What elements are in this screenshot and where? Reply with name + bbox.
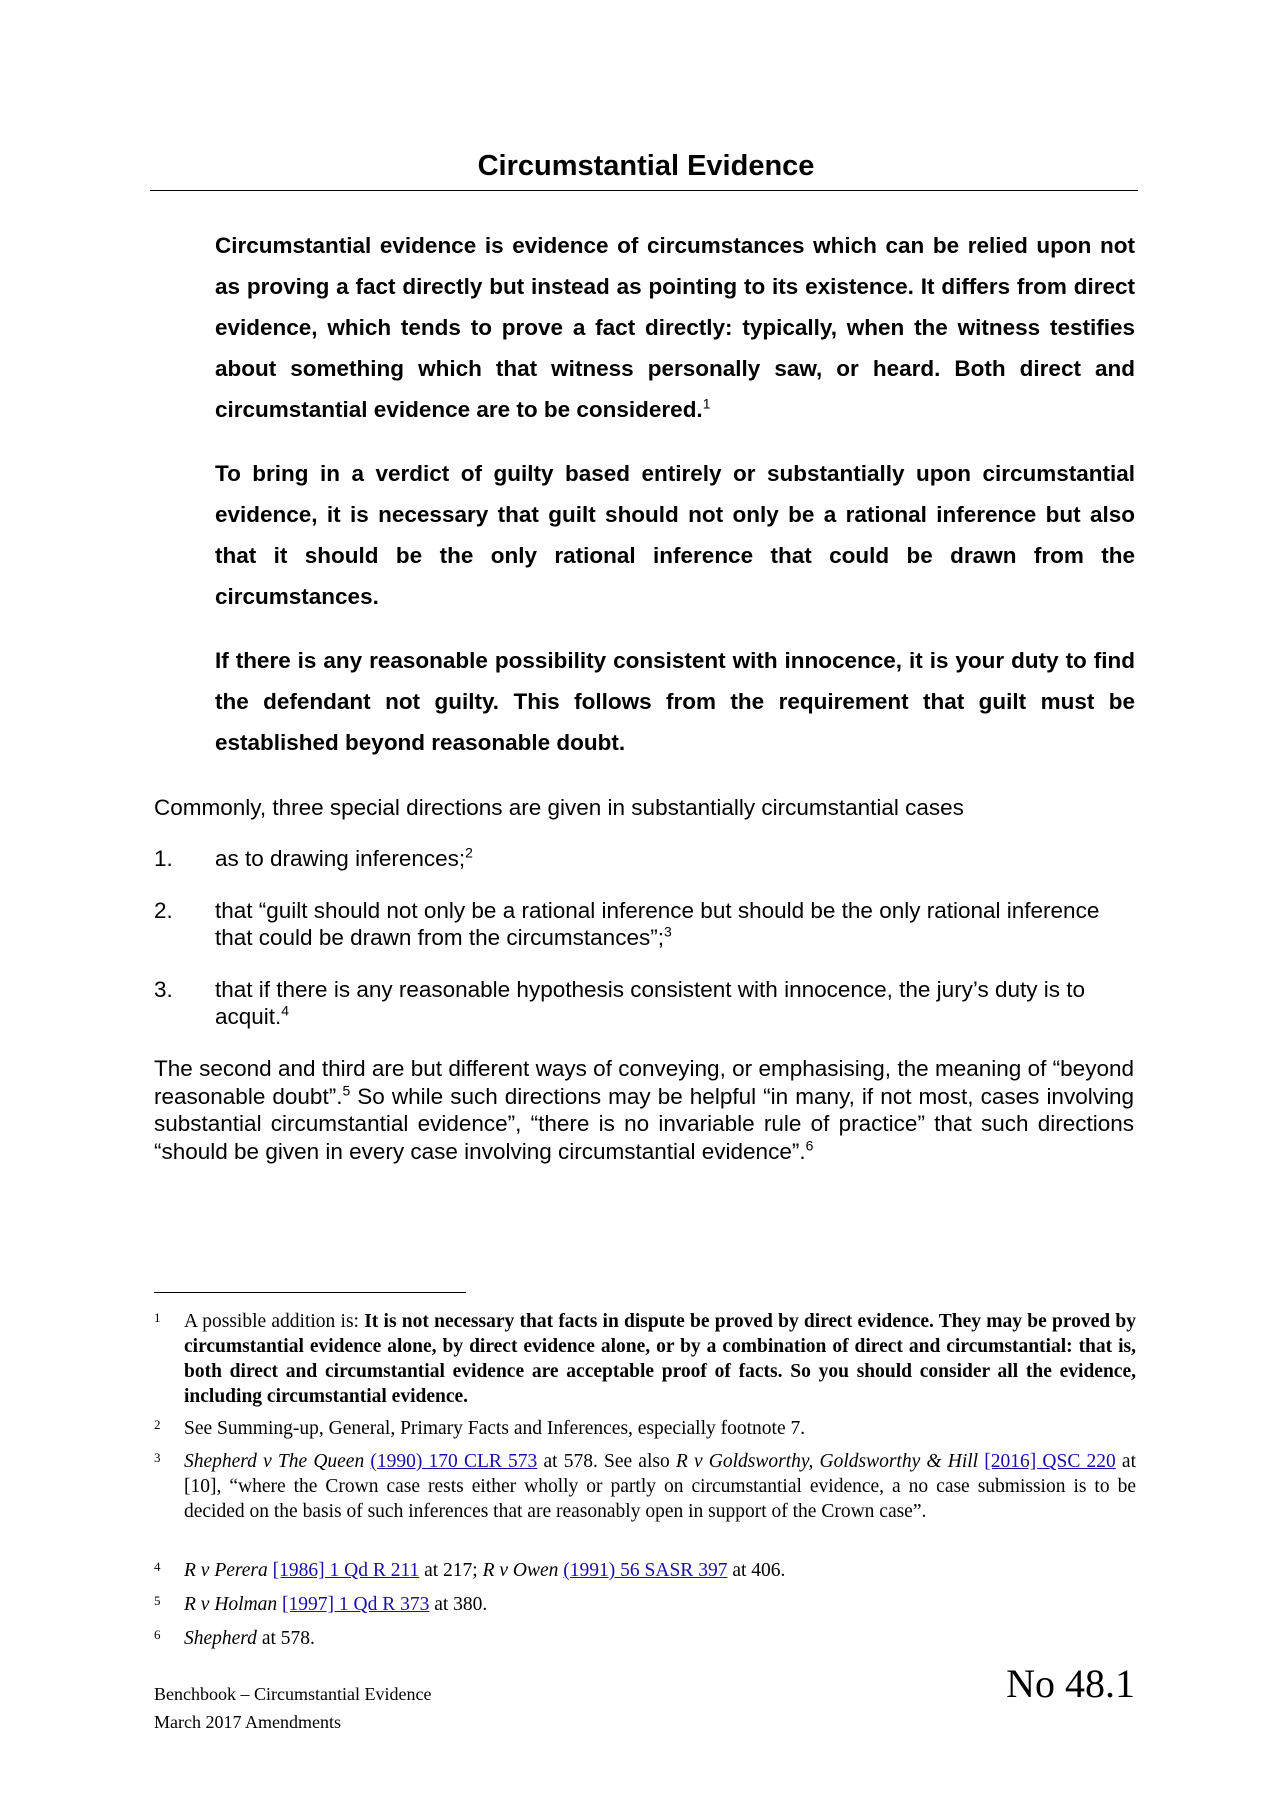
- page-title: Circumstantial Evidence: [477, 150, 815, 182]
- case-name: Shepherd: [184, 1628, 257, 1649]
- case-name: R v Perera: [184, 1560, 268, 1581]
- footnote-ref-2[interactable]: 2: [465, 844, 473, 861]
- direction-paragraph-3: If there is any reasonable possibility consistent with innocence, it is your duty to find the defendant not guilty. This follows from the requirement that guilt must be established beyond reasonable doubt.: [215, 648, 1135, 755]
- citation-link[interactable]: [2016] QSC 220: [984, 1451, 1116, 1472]
- footnote-number: 4: [154, 1559, 161, 1574]
- footer-title: Benchbook – Circumstantial Evidence: [154, 1684, 432, 1704]
- list-item-number: 3.: [154, 977, 173, 1002]
- case-name: R v Owen: [482, 1560, 559, 1581]
- footnote-text: A possible addition is:: [184, 1311, 365, 1332]
- title-underline: [150, 190, 1138, 191]
- footnote-text: at 578. See also: [537, 1451, 676, 1472]
- footnote-ref-5[interactable]: 5: [342, 1082, 351, 1098]
- footnote-separator: [154, 1292, 466, 1293]
- footnote-ref-4[interactable]: 4: [281, 1002, 290, 1019]
- footnote-ref-1[interactable]: 1: [702, 395, 711, 412]
- citation-link[interactable]: [1986] 1 Qd R 211: [272, 1560, 420, 1581]
- case-name: R v Goldsworthy, Goldsworthy & Hill: [675, 1451, 979, 1472]
- case-name: R v Holman: [184, 1594, 278, 1615]
- footnote-text: See Summing-up, General, Primary Facts and Inferences, especially footnote 7.: [184, 1418, 806, 1439]
- footnote-number: 6: [154, 1627, 161, 1642]
- footer: [154, 1680, 431, 1736]
- citation-link[interactable]: [1997] 1 Qd R 373: [282, 1594, 430, 1615]
- list-item-number: 1.: [154, 846, 173, 871]
- page-number: No 48.1: [1006, 1661, 1135, 1706]
- case-name: Shepherd v The Queen: [184, 1451, 365, 1472]
- footnote-ref-3[interactable]: 3: [663, 923, 672, 940]
- footnote-number: 3: [154, 1450, 161, 1465]
- closing-paragraph-part-2: So while such directions may be helpful “in many, if not most, cases involving substantial circumstantial evidence”, “there is no invariable rule of practice” that such directions “should be given in every case involving circumstantial evidence”.: [154, 1083, 1134, 1164]
- direction-paragraph-2: To bring in a verdict of guilty based entirely or substantially upon circumstantial evidence, it is necessary that guilt should not only be a rational inference but also that it should be the only rational inference that could be drawn from the circumstances.: [215, 461, 1135, 609]
- citation-link[interactable]: (1990) 170 CLR 573: [370, 1451, 538, 1472]
- footnote-number: 2: [154, 1417, 161, 1432]
- footnote-number: 1: [154, 1310, 161, 1325]
- footer-amendments: March 2017 Amendments: [154, 1712, 341, 1732]
- footnote-bold-text: It is not necessary that facts in dispute be proved by direct evidence. They may be proved by circumstantial evidence alone, by direct evidence alone, or by a combination of direct and circumstantial: that is, both direct and circumstantial evidence are acceptable proof of facts. So you should consider all the evidence, including circumstantial evidence.: [184, 1311, 1136, 1407]
- footnote-number: 5: [154, 1593, 161, 1608]
- footnote-text: at 578.: [256, 1628, 315, 1649]
- intro-paragraph: Commonly, three special directions are given in substantially circumstantial cases: [154, 795, 964, 820]
- footnote-ref-6[interactable]: 6: [805, 1137, 814, 1153]
- closing-paragraph-part-1: The second and third are but different ways of conveying, or emphasising, the meaning of “beyond reasonable doubt”.: [154, 1056, 1134, 1109]
- closing-paragraph: [154, 1055, 1134, 1165]
- footnote-text: at 380.: [429, 1594, 488, 1615]
- footnote-text: at 217;: [419, 1560, 483, 1581]
- list-item-text: that if there is any reasonable hypothesis consistent with innocence, the jury’s duty is to acquit.: [215, 977, 1086, 1029]
- direction-paragraph-1: [215, 225, 1135, 430]
- list-item-number: 2.: [154, 898, 173, 923]
- list-item-text: that “guilt should not only be a rational inference but should be the only rational inference that could be drawn from the circumstances”;: [215, 898, 1100, 950]
- citation-link[interactable]: (1991) 56 SASR 397: [563, 1560, 728, 1581]
- footnote-text: at 406.: [727, 1560, 786, 1581]
- footnote-text: at [10], “where the Crown case rests either wholly or partly on circumstantial evidence, a no case submission is to be decided on the basis of such inferences that are reasonably open in support of the Crown case”.: [184, 1451, 1137, 1522]
- direction-paragraph-1-text: Circumstantial evidence is evidence of circumstances which can be relied upon not as proving a fact directly but instead as pointing to its existence. It differs from direct evidence, which tends to prove a fact directly: typically, when the witness testifies about something which that witness personally saw, or heard. Both direct and circumstantial evidence are to be considered.: [215, 233, 1135, 422]
- list-item-text: as to drawing inferences;: [215, 846, 466, 871]
